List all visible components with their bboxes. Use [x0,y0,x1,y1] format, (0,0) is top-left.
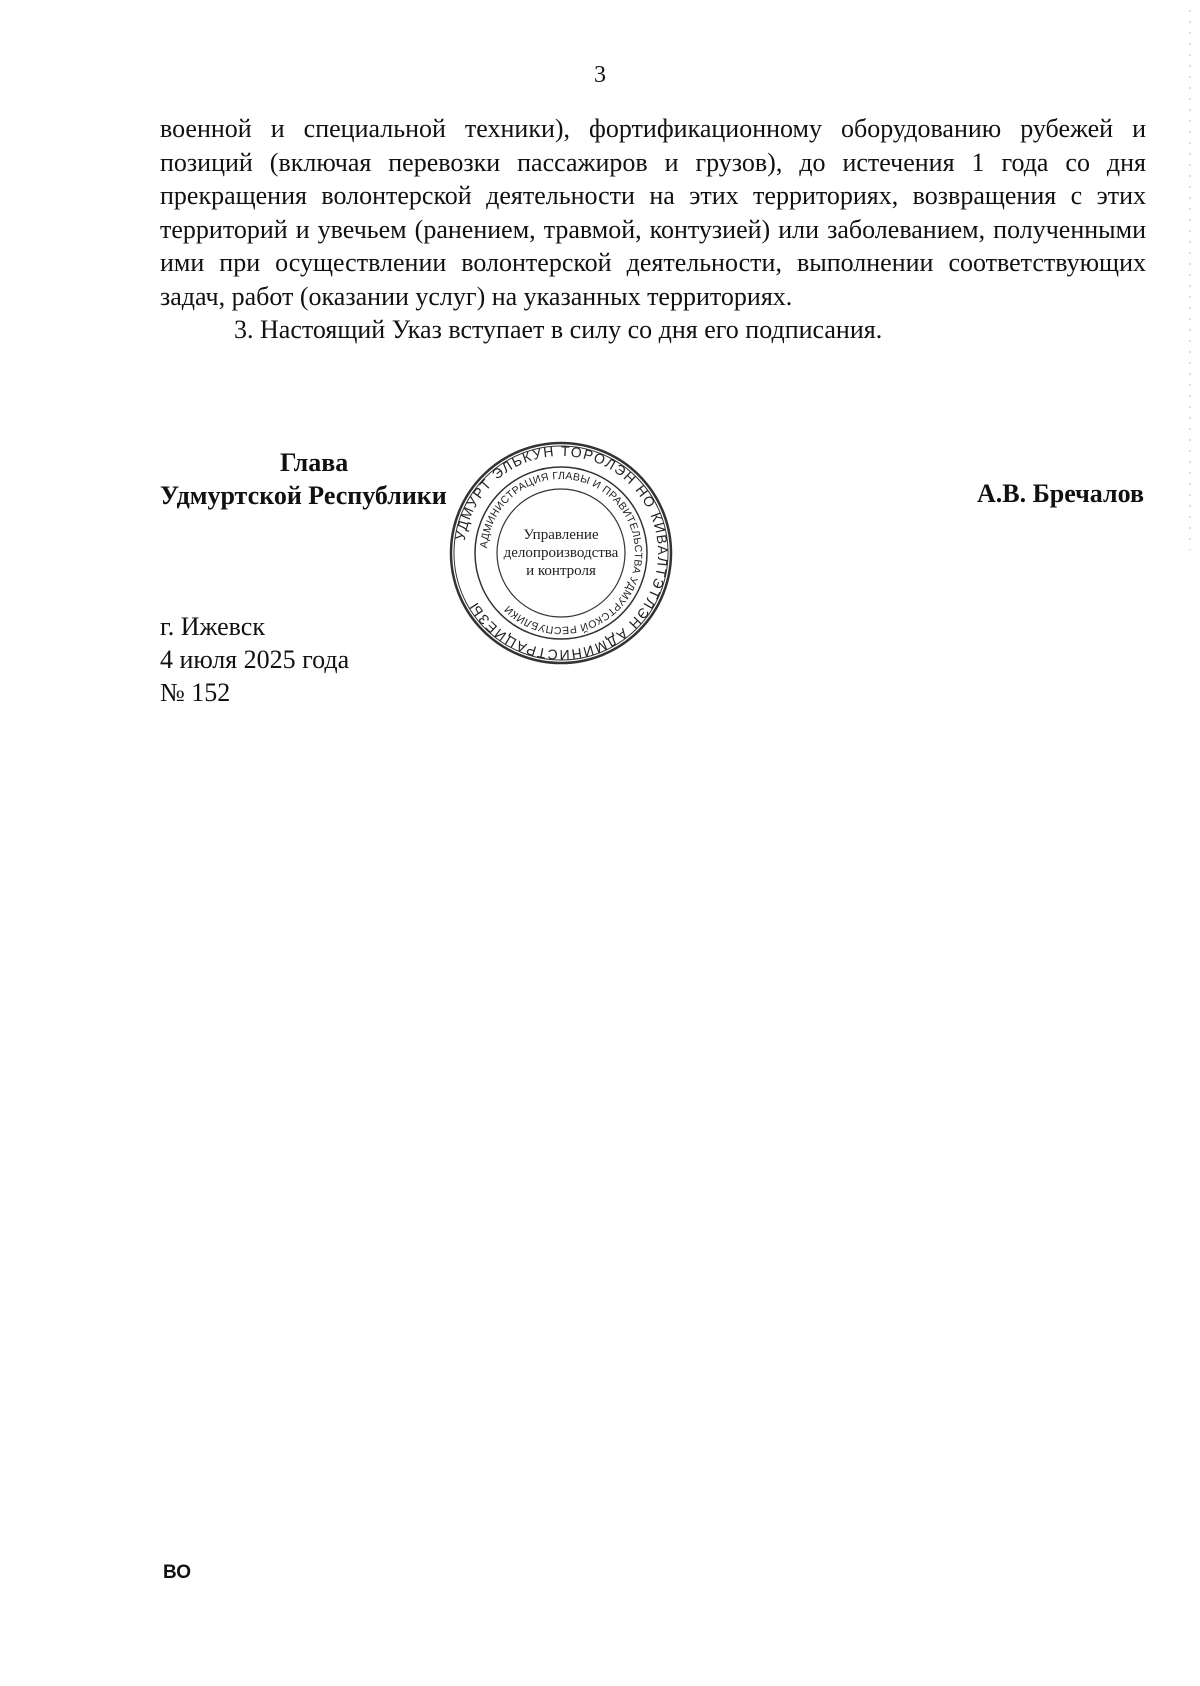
stamp-center-line2: делопроизводства [503,545,619,561]
place-date-block [160,610,349,709]
paragraph-clause-3: 3. Настоящий Указ вступает в силу со дня его подписания. [234,315,883,344]
date: 4 июля 2025 года [160,645,350,674]
signatory-title-line1: Глава [280,448,349,477]
city: г. Ижевск [160,612,265,641]
stamp-center-line3: и контроля [526,563,596,579]
stamp-center-line1: Управление [523,527,599,543]
signatory-name: А.В. Бречалов [976,479,1144,508]
scan-margin-marks [1188,0,1192,560]
paragraph-continuation: военной и специальной техники), фортификационному оборудованию рубежей и позиций (включая перевозки пассажиров и грузов), до истечения 1 года со дня прекращения волонтерской деятельности на этих территориях, возвращения с этих территорий и увечьем (ранением, травмой, контузией) или заболеванием, полученными ими при осуществлении волонтерской деятельности, выполнении соответствующих задач, работ (оказании услуг) на указанных территориях. [160,114,1146,311]
signatory-title [160,446,447,512]
official-stamp [449,441,673,665]
decree-number: № 152 [160,678,231,707]
page-number: 3 [594,62,606,88]
stamp-inner-text: АДМИНИСТРАЦИЯ ГЛАВЫ И ПРАВИТЕЛЬСТВА УДМУРТСКОЙ РЕСПУБЛИКИ [478,469,645,637]
signatory-title-line2: Удмуртской Республики [160,481,447,510]
footer-initials: ВО [163,1562,192,1583]
document-body [160,112,1146,347]
stamp-outer-text: УДМУРТ ЭЛЬКУН ТОРОЛЭН НО КИВАЛТЭТЛЭН АДМИНИСТРАЦИЕЗЫ [451,442,672,664]
